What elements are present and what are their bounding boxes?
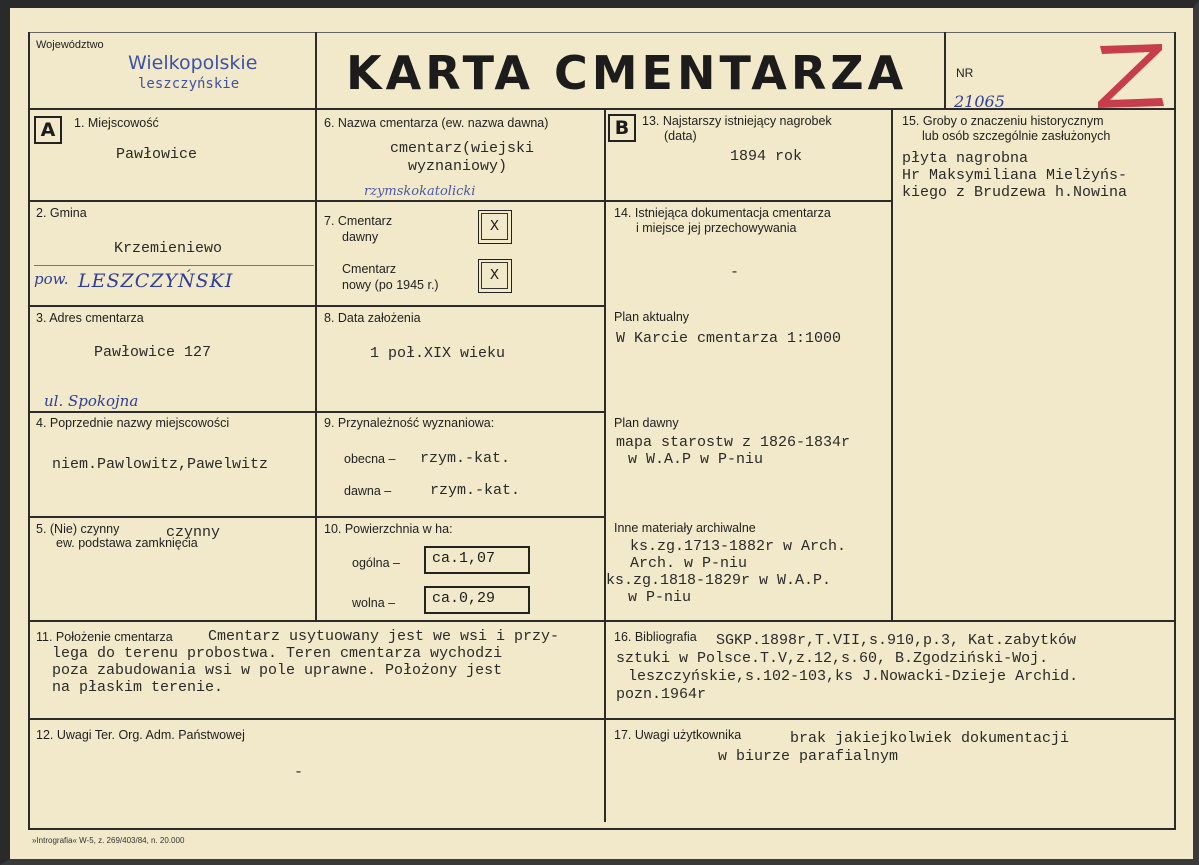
plan-old-value-2: w W.A.P w P-niu (628, 451, 764, 468)
field-11-label: 11. Położenie cmentarza (36, 630, 173, 644)
page-title: KARTA CMENTARZA (346, 46, 908, 100)
rule (28, 411, 605, 413)
field-7-new-label: nowy (po 1945 r.) (342, 278, 439, 292)
field-8-value: 1 poł.XIX wieku (370, 345, 506, 362)
plan-old-label: Plan dawny (614, 416, 679, 430)
checkbox-new-cemetery (478, 259, 512, 293)
other-materials-line-3: ks.zg.1818-1829r w W.A.P. (606, 572, 832, 589)
field-7-old-label: dawny (342, 230, 379, 244)
field-6-label: 6. Nazwa cmentarza (ew. nazwa dawna) (324, 116, 549, 130)
rule (891, 108, 893, 622)
field-10-free-value: ca.0,29 (424, 586, 530, 614)
field-9-former-value: rzym.-kat. (430, 482, 521, 499)
rule (28, 200, 605, 202)
voivodeship-stamp: Wielkopolskie (128, 52, 258, 74)
field-5-sublabel: ew. podstawa zamknięcia (56, 536, 198, 550)
plan-current-value: W Karcie cmentarza 1:1000 (616, 330, 842, 347)
field-16-label: 16. Bibliografia (614, 630, 697, 644)
other-materials-line-4: w P-niu (628, 589, 692, 606)
field-12-value: - (294, 764, 304, 781)
card-form (10, 8, 1193, 859)
field-16-line-3: leszczyńskie,s.102-103,ks J.Nowacki-Dzieje Archid. (628, 668, 1079, 685)
nr-label: NR (956, 66, 974, 80)
field-14-label: 14. Istniejąca dokumentacja cmentarza (614, 206, 831, 220)
field-16-line-1: SGKP.1898r,T.VII,s.910,p.3, Kat.zabytków (716, 632, 1077, 649)
field-16-line-2: sztuki w Polsce.T.V,z.12,s.60, B.Zgodziński-Woj. (616, 650, 1049, 667)
field-1-value: Pawłowice (116, 146, 198, 163)
rule (315, 108, 317, 622)
printer-imprint: »Intrografia« W-5, z. 269/403/84, n. 20.000 (32, 836, 185, 845)
other-materials-label: Inne materiały archiwalne (614, 521, 756, 535)
field-4-label: 4. Poprzednie nazwy miejscowości (36, 416, 230, 430)
voivodeship-label: Województwo (36, 39, 104, 51)
field-15-line-1: płyta nagrobna (902, 150, 1029, 167)
field-10-total-label: ogólna – (352, 556, 400, 570)
checkbox-old-cemetery (478, 210, 512, 244)
field-2-hand-value: LESZCZYŃSKI (78, 270, 234, 292)
other-materials-line-2: Arch. w P-niu (630, 555, 748, 572)
field-7-label: 7. Cmentarz (324, 214, 393, 228)
field-6-value-2: wyznaniowy) (408, 158, 508, 175)
field-11-line-4: na płaskim terenie. (52, 679, 224, 696)
voivodeship-stamp-sub: leszczyńskie (138, 76, 240, 92)
field-11-line-3: poza zabudowania wsi w pole uprawne. Położony jest (52, 662, 503, 679)
field-8-label: 8. Data założenia (324, 311, 421, 325)
rule (28, 305, 605, 307)
field-9-former-label: dawna – (344, 484, 392, 498)
field-9-current-value: rzym.-kat. (420, 450, 511, 467)
rule (28, 516, 605, 518)
field-1-label: 1. Miejscowość (74, 116, 159, 130)
field-13-label: 13. Najstarszy istniejący nagrobek (642, 114, 832, 128)
field-9-current-label: obecna – (344, 452, 396, 466)
nr-value: 21065 (954, 92, 1005, 111)
rule (1174, 32, 1176, 830)
field-15-sublabel: lub osób szczególnie zasłużonych (922, 129, 1111, 143)
field-11-line-2: lega do terenu probostwa. Teren cmentarza wychodzi (52, 645, 503, 662)
field-2-hand-prefix: pow. (34, 270, 69, 288)
field-14-sublabel: i miejsce jej przechowywania (636, 221, 797, 235)
rule (28, 620, 1176, 622)
plan-current-label: Plan aktualny (614, 310, 690, 324)
checkbox-old-mark: X (481, 213, 508, 240)
field-17-line-1: brak jakiejkolwiek dokumentacji (790, 730, 1070, 747)
section-b-letter: B (608, 114, 636, 142)
field-6-value-1: cmentarz(wiejski (390, 140, 535, 157)
red-z-mark (1092, 36, 1170, 112)
field-17-line-2: w biurze parafialnym (718, 748, 899, 765)
field-14-value: - (730, 264, 740, 281)
field-2-label: 2. Gmina (36, 206, 87, 220)
field-15-line-2: Hr Maksymiliana Mielżyńs- (902, 167, 1128, 184)
field-12-label: 12. Uwagi Ter. Org. Adm. Państwowej (36, 728, 245, 742)
field-3-label: 3. Adres cmentarza (36, 311, 144, 325)
field-10-total-value: ca.1,07 (424, 546, 530, 574)
rule (34, 265, 314, 266)
field-4-value: niem.Pawlowitz,Pawelwitz (52, 456, 269, 473)
rule (28, 32, 30, 830)
plan-old-value-1: mapa starostw z 1826-1834r (616, 434, 851, 451)
field-3-hand-value: ul. Spokojna (44, 392, 139, 410)
field-15-label: 15. Groby o znaczeniu historycznym (902, 114, 1104, 128)
checkbox-new-mark: X (481, 262, 508, 289)
field-13-value: 1894 rok (730, 148, 803, 165)
field-6-hand-value: rzymskokatolicki (364, 184, 476, 199)
field-5-value: czynny (166, 524, 221, 541)
section-a-letter: A (34, 116, 62, 144)
field-10-free-label: wolna – (352, 596, 396, 610)
rule (28, 718, 1176, 720)
field-13-sublabel: (data) (664, 129, 697, 143)
rule (604, 108, 606, 822)
rule (604, 200, 893, 202)
field-11-line-1: Cmentarz usytuowany jest we wsi i przy- (208, 628, 560, 645)
field-15-line-3: kiego z Brudzewa h.Nowina (902, 184, 1128, 201)
rule (315, 32, 317, 110)
rule (28, 32, 1175, 33)
red-z-text: Z (1092, 36, 1093, 37)
field-7-new-title: Cmentarz (342, 262, 397, 276)
rule (28, 828, 1176, 830)
field-3-value: Pawłowice 127 (94, 344, 212, 361)
field-2-value: Krzemieniewo (114, 240, 223, 257)
other-materials-line-1: ks.zg.1713-1882r w Arch. (630, 538, 847, 555)
field-5-label: 5. (Nie) czynny (36, 522, 120, 536)
rule (944, 32, 946, 110)
field-16-line-4: pozn.1964r (616, 686, 707, 703)
field-17-label: 17. Uwagi użytkownika (614, 728, 742, 742)
field-10-label: 10. Powierzchnia w ha: (324, 522, 453, 536)
field-9-label: 9. Przynależność wyznaniowa: (324, 416, 495, 430)
